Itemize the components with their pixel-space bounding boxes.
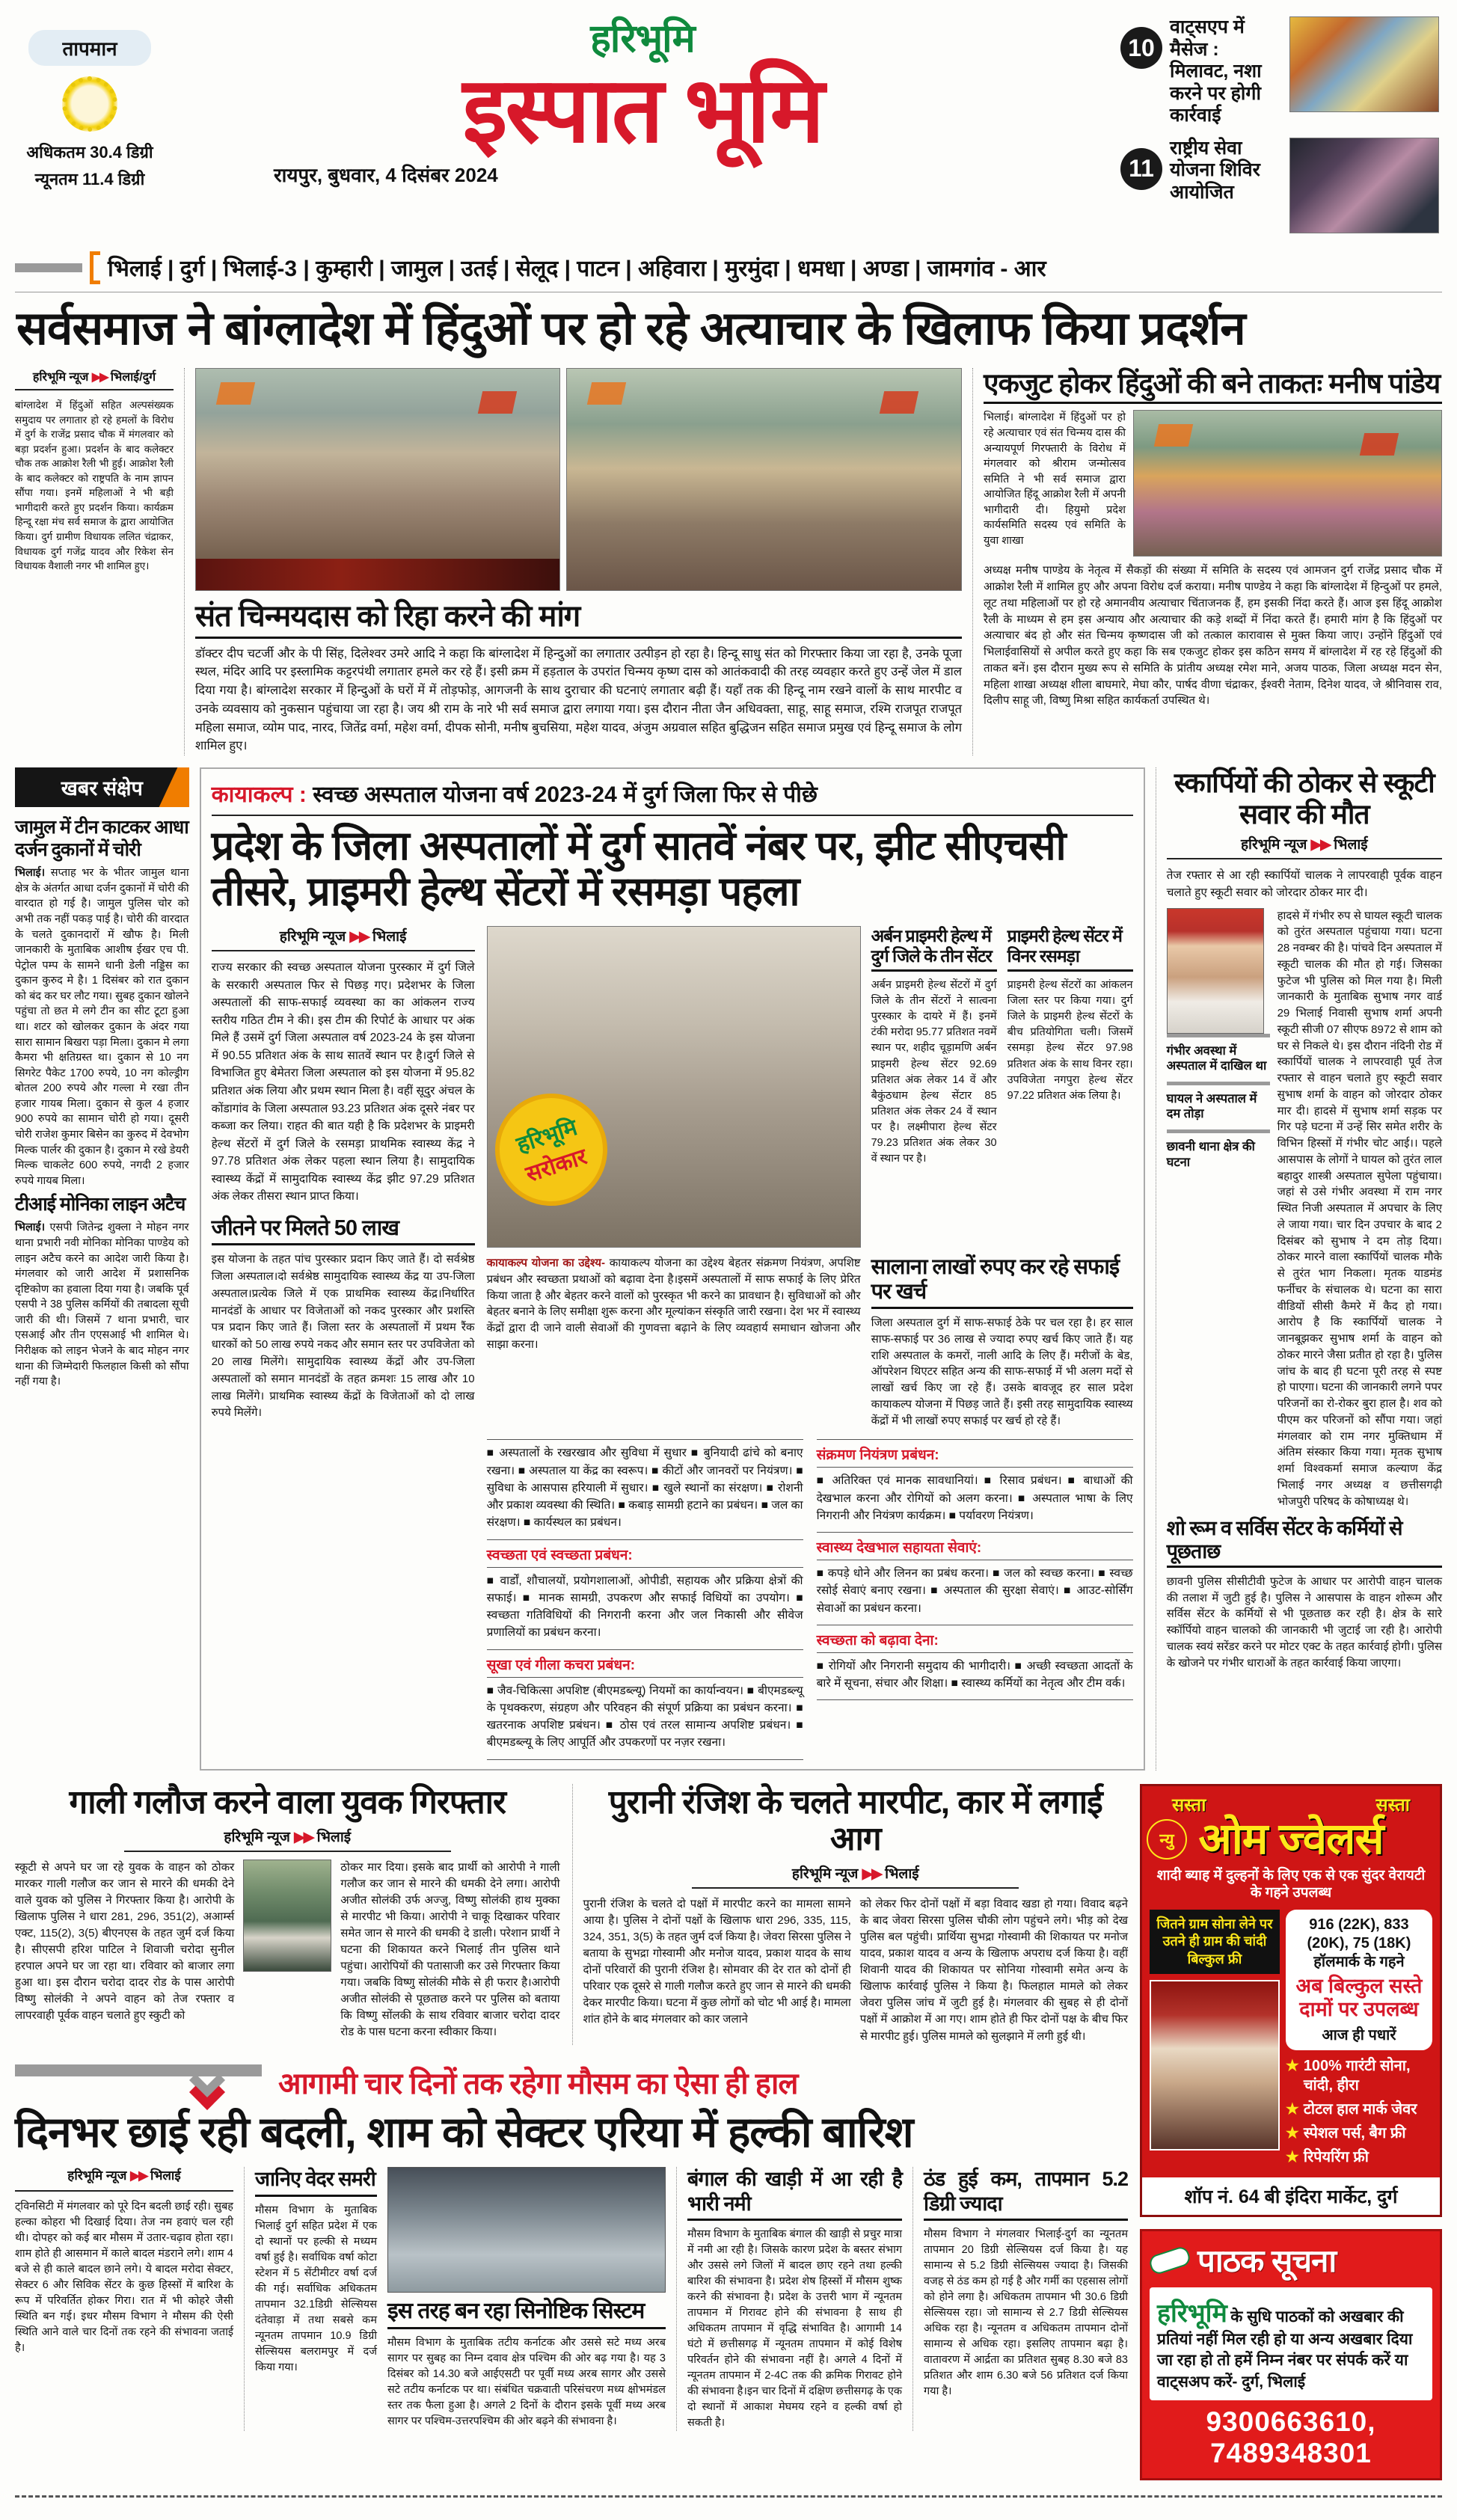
byline-agency: हरिभूमि न्यूज bbox=[279, 929, 346, 945]
ad-right-col bbox=[1286, 1910, 1432, 2171]
temperature-min: न्यूनतम 11.4 डिग्री bbox=[34, 170, 145, 188]
ad-point bbox=[1286, 2056, 1432, 2095]
byline-location: भिलाई bbox=[372, 929, 407, 945]
crime1-col2: ठोकर मार दिया। इसके बाद प्रार्थी को आरोपी ने गाली गलौज कर जान से मारने की धमकी देने लगा। आरोपी अजीत सोलंकी उर्फ अज्जु, विष्णु सोलंकी हाथ मुक्का से मारपीट भी किया। आरोपी ने चाकू दिखाकर परिवार समेत जान से मारने की धमकी दे डाली। परेशान प्रार्थी ने घटना की शिकायत करने भिलाई तीन पुलिस थाने पहुंचा। आरोपियों की पतासाजी कर उसे गिरफ्तार किया गया। जबकि विष्णु सोलंकी मौके से ही फरार है।आरोपी अजीत सोलंकी से पूछताछ करने पर पुलिस को बताया कि विष्णु सोंलकी के साथ रविवार बाजार चरोदा दादर रोड के पास घटना करना स्वीकार किया। bbox=[340, 1860, 560, 2039]
weather-summary-col bbox=[244, 2167, 377, 2431]
bullet-group bbox=[487, 1540, 803, 1650]
om-jewellers-ad bbox=[1140, 1784, 1442, 2217]
protest-photo-1 bbox=[195, 368, 560, 591]
abuse-arrest-story bbox=[15, 1784, 560, 2045]
bengal-head: बंगाल की खाड़ी में आ रही है भारी नमी bbox=[687, 2167, 902, 2221]
byline bbox=[124, 1827, 451, 1852]
weather-summary-head: जानिए वेदर समरी bbox=[255, 2167, 377, 2196]
teaser-photo bbox=[1289, 16, 1439, 112]
winner-subhead: प्राइमरी हेल्थ सेंटर में विनर रसमड़ा bbox=[1007, 926, 1133, 972]
locations-list: भिलाई | दुर्ग | भिलाई-3 | कुम्हारी | जामुल | उतई | सेलूद | पाटन | अहिवारा | मुरमुंदा | धमधा | अण्डा | जामगांव - आर bbox=[108, 257, 1046, 281]
star-icon: ★ bbox=[1285, 2101, 1299, 2118]
byline-arrows-icon: ▶▶ bbox=[862, 1866, 881, 1883]
cold-col bbox=[912, 2167, 1128, 2431]
sasta-label: सस्ता bbox=[1172, 1794, 1206, 1815]
scooter-body: हादसे में गंभीर रुप से घायल स्कूटी चालक को तुरंत अस्पताल पहुंचाया गया। घटना 28 नवम्बर की है। पांचवे दिन अस्पताल में स्कूटी चालक की मौत हो गई। जिसका फुटेज भी पुलिस को मिल गया है। मिली जानकारी के मुताबिक सुभाष नगर वार्ड 29 भिलाई निवासी सुभाष शर्मा अपनी स्कूटी सीजी 07 सीएफ 8972 से शाम को घर से निकले थे। इस दौरान नंदिनी रोड में स्कार्पियों चालक ने लापरवाही पूर्व तेज रफ्तार से वाहन चलाते हुए स्कूटी सवार सुभाष शर्मा के वाहन को जोरदार ठोकर मार दी। हादसे में सुभाष शर्मा सड़क पर गिर पड़े घटना में उन्हें सिर समेत शरीर के विभिन हिस्सों में गंभीर चोट आई।। पहले आसपास के लोगों ने घायल को तुरंत लाल बहादुर शास्त्री अस्पताल सुपेला पहुंचाया। जहां से उसे गंभीर अवस्था में राम नगर स्थित निजी अस्पताल में अपचार के लिए ले जाया गया। चार दिन उपचार के बाद 2 दिसंबर को सुभाष ने दम तोड़ दिया। ठोकर मारने वाला स्कार्पियों चालक मौके से तुरंत भाग निकला। मृतक याडमंड फर्नीचर के संचालक थे। घटना का सारा वीडियों सीसी कैमरे में कैद हो गया। आरोप है कि स्कार्पियों चालक ने जानबूझकर सुभाष शर्मा के वाहन को ठोकर मारने जैसा प्रतीत हो रहा है। पुलिस जांच के बाद ही घटना पूरी तरह से स्पष्ट हो पाएगा। घटना की जानकारी लगने पपर परिजनों का रो-रोकर बुरा हाल है। शव को पीएम कर परिजनों को सौंपा गया। जहां मंगलवार को राम नगर मुक्तिधाम में अंतिम संस्कार किया गया। मृतक सुभाष शर्मा विश्वकर्मा समाज कल्याण केंद्र भिलाई नगर अध्यक्ष व छत्तीसगढ़ी भोजपुरी परिषद के कोषाध्यक्ष थे। bbox=[1277, 909, 1442, 1508]
lead-body: बांग्लादेश में हिंदुओं सहित अल्पसंख्यक समुदाय पर लगातार हो रहे हमलों के विरोध में दुर्ग के राजेंद्र प्रसाद चौक में मंगलवार को बड़ा प्रदर्शन हुआ। प्रदर्शन के बाद कलेक्टर चौक तक आक्रोश रैली भी हुई। आक्रोश रैली के बाद कलेक्टर को राष्ट्रपति के नाम ज्ञापन सौंपा गया। इनमें महिलाओं ने भी बड़ी भागीदारी करते हुए प्रदर्शन किया। कार्यक्रम हिन्दू रक्षा मंच सर्व समाज के द्वारा आयोजित किया। दुर्ग ग्रामीण विधायक ललित चंद्राकर, विधायक दुर्ग गजेंद्र यादव और रिकेश सेन विधायक वैशाली नगर भी शामिल हुए। bbox=[15, 399, 174, 572]
byline bbox=[212, 926, 475, 951]
bullet-group bbox=[817, 1439, 1133, 1533]
stamp-line1: हरिभूमि bbox=[513, 1115, 580, 1158]
bullet-text: ■ रोगियों और निगरानी समुदाय की भागीदारी। ■ अच्छी स्वच्छता आदतों के बारे में सूचना, संचार और शिक्षा। ■ स्वास्थ्य कर्मियों का नेतृत्व और टीम वर्क। bbox=[816, 1659, 1133, 1690]
bullet-group-head: स्वच्छता एवं स्वच्छता प्रबंधन: bbox=[487, 1545, 803, 1568]
crime2-headline: पुरानी रंजिश के चलते मारपीट, कार में लगाई आग bbox=[608, 1783, 1102, 1857]
byline-location: भिलाई/दुर्ग bbox=[110, 370, 156, 384]
bottom-divider bbox=[15, 2495, 1442, 2498]
kayakalp-column-1 bbox=[212, 926, 475, 1759]
visit-line: आज ही पधारें bbox=[1322, 2027, 1396, 2044]
jewellery-shop-photo bbox=[1150, 1980, 1280, 2150]
lower-left-region bbox=[15, 1784, 1128, 2481]
objective-text: कायाकल्प योजना का उद्देश्य बेहतर संक्रमण नियंत्रण, अपशिष्ट प्रबंधन और स्वच्छता प्रथाओं को बढ़ावा देना है।इसमें अस्पतालों में साफ सफाई के लिए प्रेरित किया जाता है और बेहतर करने वालों को पुरस्कृत भी करने का प्रावधान है। सुविधाओं को और बेहतर बनाने के लिए समीक्षा शुरू करना और मूल्यांकन संस्कृति जारी रखना। देश भर में स्वास्थ्य केंद्रों द्वारा दी जाने वाली सेवाओं की गुणवत्ता बढ़ाने के लिए व्यवहार्य समाधान खोजना और साझा करना। bbox=[486, 1257, 861, 1351]
fact-item: घायल ने अस्पताल में दम तोड़ा bbox=[1167, 1082, 1270, 1129]
scooter-headline: स्कार्पियों की ठोकर से स्कूटी सवार की मौत bbox=[1174, 767, 1435, 830]
brief-text bbox=[15, 1220, 189, 1389]
ad-left-col bbox=[1150, 1910, 1280, 2171]
cheap-line: अब बिल्कुल सस्ते दामों पर उपलब्ध bbox=[1295, 1975, 1423, 2021]
bullet-group-head: संक्रमण नियंत्रण प्रबंधन: bbox=[817, 1444, 1133, 1468]
ad-offer: जितने ग्राम सोना लेने पर उतने ही ग्राम की चांदी बिल्कुल फ्री bbox=[1150, 1910, 1280, 1974]
teaser-photo bbox=[1289, 138, 1439, 233]
teaser-page-number: 10 bbox=[1120, 27, 1162, 69]
bengal-text: मौसम विभाग के मुताबिक बंगाल की खाड़ी से प्रचुर मात्रा में नमी आ रही है। जिसके कारण प्रदेश के बस्तर संभाग और उससे लगे जिलों में बादल छाए रहने तथा हल्की बारिश की संभावना है। प्रदेश शेष हिस्सों में मौसम शुष्क करने की संभावना है। प्रदेश के उत्तरी भाग में न्यूनतम तापमान में गिरावट होने की संभावना है साथ ही अधिकतम तापमान में वृद्धि संभावित है। आगामी 14 घंटो में छत्तीसगढ़ में न्यूनतम तापमान में कोई विशेष परिवर्तन होने की संभावना नहीं है। अगले 4 दिनों में न्यूनतम तापमान में 2-4C तक की क्रमिक गिरावट होने की संभावना है।इन चार दिनों में दक्षिण छत्तीसगढ़ के एक दो स्थानों में आकाश मेघमय रहने व हल्की वर्षा हो सकती है। bbox=[687, 2228, 902, 2429]
flag-decor bbox=[587, 382, 626, 405]
weather-col-1 bbox=[15, 2167, 233, 2431]
crime1-col1: स्कूटी से अपने घर जा रहे युवक के वाहन को ठोकर मारकर गाली गलौज कर जान से मारने की धमकी देने वाले युवक को पुलिस ने गिरफ्तार किया है। आरोपी के खिलाफ पुलिस ने धारा 281, 296, 351(2), अआर्म्स एक्ट, 115(2), 3(5) बीएनएस के तहत जुर्म दर्ज किया है। सीएसपी हरिश पाटिल ने शिवाजी चरोदा सुनील हरपाल अपने घर जा रहा था। रविवार को बाजार लगा हुआ था। इस दौरान चरोदा दादर रोड के पास आरोपी विष्णु सोलंकी ने अपने वाहन को तेज रफ्तार व लापरवाही पूर्वक वाहन चलाते हुए स्कुटी को bbox=[15, 1860, 235, 2023]
protest-photo-2 bbox=[566, 368, 962, 591]
cold-head: ठंड हुई कम, तापमान 5.2 डिग्री ज्यादा bbox=[924, 2167, 1128, 2221]
byline-arrows-icon: ▶▶ bbox=[130, 2168, 147, 2183]
bullet-text: ■ जैव-चिकित्सा अपशिष्ट (बीएमडब्ल्यू) नियमों का कार्यान्वयन। ■ बीएमडब्ल्यू के पृथक्करण, संग्रहण और परिवहन की संपूर्ण प्रक्रिया का प्रबंधन करना। ■ खतरनाक अपशिष्ट प्रबंधन। ■ ठोस एवं तरल सामान्य अपशिष्ट प्रबंधन। ■ बीएमडब्ल्यू के लिए आपूर्ति और उपकरणों पर नज़र रखना। bbox=[486, 1684, 803, 1750]
weather-strip-text: आगामी चार दिनों तक रहेगा मौसम का ऐसा ही हाल bbox=[278, 2067, 798, 2101]
strip-decor bbox=[15, 263, 82, 272]
byline-arrows-icon: ▶▶ bbox=[1310, 837, 1330, 853]
spend-text: जिला अस्पताल दुर्ग में साफ-सफाई ठेके पर चल रहा है। हर साल साफ-सफाई पर 36 लाख से ज्यादा रुपए खर्च किए जाते हैं। यह राशि अस्पताल के कमरों, नाली आदि के लिए हैं। मरीजों के बेड, ऑपरेशन थिएटर सहित अन्य की साफ-सफाई में भी अलग मदों से लाखों खर्च किए जा रहे हैं। उसके बावजूद हर साल प्रदेश कायाकल्प योजना में पिछड़ जाते हैं। इसी तरह सामुदायिक स्वास्थ्य केंद्रों में भी लाखों रुपए सफाई पर खर्च हो रहे हैं। bbox=[871, 1316, 1133, 1427]
crime1-headline: गाली गलौज करने वाला युवक गिरफ्तार bbox=[69, 1783, 506, 1821]
bullet-group-head: सूखा एवं गीला कचरा प्रबंधन: bbox=[487, 1655, 803, 1678]
star-icon: ★ bbox=[1285, 2058, 1299, 2075]
temperature-max: अधिकतम 30.4 डिग्री bbox=[26, 143, 153, 162]
ad-point-text: टोटल हाल मार्क जेवर bbox=[1303, 2101, 1417, 2118]
right-rail bbox=[1140, 1784, 1442, 2481]
lead-headline: सर्वसमाज ने बांग्लादेश में हिंदुओं पर हो रहे अत्याचार के खिलाफ किया प्रदर्शन bbox=[16, 302, 1245, 355]
urban-column bbox=[871, 926, 997, 1248]
bracket-icon bbox=[90, 251, 100, 284]
sub-story-text: डॉक्टर दीप चटर्जी और के पी सिंह, दिलेश्वर उमरे आदि ने कहा कि बांग्लादेश में हिन्दुओं का लगातार उत्पीड़न हो रहा है। हिन्दू साधु संत को गिरफ्तार किया जा रहा है, उनके पूजा स्थल, मंदिर आदि पर इस्लामिक कट्टरपंथी लगातार हमले कर रहे हैं। इसी क्रम में हड़ताल के उपरांत चिन्मय कृष्ण दास को आतंकवादी की तरह व्यवहार करते हुए उन्हें जेल में डाल दिया गया है। बांग्लादेश सरकार में हिन्दुओं के घरों में में तोड़फोड़, आगजनी के साथ दुराचार की घटनाएं लगातार बढ़ी हैं। यहाँ तक की हिन्दू नाम रखने वालों के साथ मारपीट व उनके व्यवसाय को नुकसान पहुंचाया जा रहा है। जय श्री राम के नारे भी सर्व समाज द्वारा लगाया गया। इस दौरान नीता जैन अधिवक्ता, साहू, साहू समाज, रश्मि राजपूत राजपूत महिला समाज, व्योम पाद, नारद, जितेंद्र वर्मा, महेश वर्मा, दीपक सोनी, मनीष बुचसिया, महेश यादव, अंजुम अग्रवाल सहित बुद्धिजन सहित समाज प्रमुख एवं हिन्दू समाज के लोग शामिल हुए। bbox=[195, 646, 962, 753]
ad-point bbox=[1286, 2147, 1432, 2167]
crime2-col1: पुरानी रंजिश के चलते दो पक्षों में मारपीट करने का मामला सामने आया है। पुलिस ने दोनों पक्षों के खिलाफ धारा 296, 335, 115, 324, 351, 3(5) के तहत जुर्म दर्ज किया है। जेवरा सिरसा पुलिस ने बताया के सुभद्रा गोस्वामी और मनोज यादव, प्रकाश यादव के साथ दोनों परिवारों की पुरानी रंजिश है। सोमवार की देर रात को दोनों ही परिवार एक दूसरे से गाली गलौज करते हुए जान से मारने की धमकी देकर मारपीट किया। घटना में कुछ लोगों को चोट भी आई है। मामला शांत होने के बाद मंगलवार को कार जलाने bbox=[583, 1898, 851, 2026]
byline-agency: हरिभूमि न्यूज bbox=[67, 2168, 127, 2183]
edition-title: इस्पात भूमि bbox=[462, 59, 823, 161]
sasta-label: सस्ता bbox=[1375, 1794, 1410, 1815]
brand-top-logo: हरिभूमि bbox=[590, 17, 695, 61]
byline-arrows-icon: ▶▶ bbox=[294, 1829, 313, 1845]
haribhoomi-sarokar-stamp bbox=[487, 1079, 622, 1220]
sub-headline-manish-pandey: एकजुट होकर हिंदुओं की बने ताकतः मनीष पांडेय bbox=[984, 368, 1442, 404]
brand-block bbox=[177, 10, 1108, 188]
synoptic-text: मौसम विभाग के मुताबिक तटीय कर्नाटक और उससे सटे मध्य अरब सागर पर सुबह का निम्न दवाव क्षेत्र पश्चिम की ओर बढ़ गया है। यह 3 दिसंबर को 14.30 बजे आईएसटी पर पूर्वी मध्य अरब सागर और उससे सटे तटीय कर्नाटक पर था। संबंधित चक्रवाती परिसंचरण मध्य क्षोभमंडल स्तर तक फैला हुआ है। अगले 2 दिनों के दौरान इसके पूर्वी मध्य अरब सागर पर पश्चिम-उत्तरपश्चिम की ओर बढ़ने की संभावना है। bbox=[387, 2336, 666, 2428]
reader-notice bbox=[1140, 2229, 1442, 2480]
dateline: रायपुर, बुधवार, 4 दिसंबर 2024 bbox=[274, 164, 498, 187]
objective-label: कायाकल्प योजना का उद्देश्य- bbox=[486, 1257, 605, 1270]
brief-body: एसपी जितेन्द्र शुक्ला ने मोहन नगर थाना प्रभारी नवी मोनिका मोनिका पाण्डेय को लाइन अटैच करने का आदेश जारी किया है। मंगलवार को जारी आदेश में प्रशासनिक दृष्टिकोण का हवाला दिया गया है। जबकि पूर्व एसपी ने 38 पुलिस कर्मियों की तबादला सूची जारी की थी। जिसमें 7 थाना प्रभारी, चार एसआई और तीन एएसआई भी शामिल थे। निरीक्षक को लाइन भेजने के बाद मोहन नगर थाना की जिम्मेदारी फिलहाल किसी को सौंपा नहीं गया है। bbox=[15, 1221, 189, 1388]
star-icon: ★ bbox=[1285, 2149, 1299, 2166]
byline bbox=[15, 368, 174, 390]
ad-tagline: शादी ब्याह में दुल्हनों के लिए एक से एक सुंदर वेरायटी के गहने उपलब्ध bbox=[1156, 1867, 1426, 1901]
byline-location: भिलाई bbox=[150, 2168, 181, 2183]
spend-section bbox=[871, 1255, 1133, 1429]
ad-point-text: स्पेशल पर्स, बैग फ्री bbox=[1303, 2125, 1406, 2142]
flag-decor bbox=[1360, 433, 1399, 456]
synoptic-head: इस तरह बन रहा सिनोष्टिक सिस्टम bbox=[387, 2299, 666, 2329]
bullet-group-head: स्वास्थ्य देखभाल सहायता सेवाएं: bbox=[817, 1537, 1133, 1560]
ad-point-text: 100% गारंटी सोना, चांदी, हीरा bbox=[1303, 2058, 1411, 2094]
flag-decor bbox=[216, 382, 255, 405]
byline-arrows-icon: ▶▶ bbox=[349, 929, 369, 945]
teaser-item bbox=[1120, 16, 1442, 127]
notice-text: के सुधि पाठकों को अखबार की प्रतियां नहीं मिल रही हो या अन्य अखबार दिया जा रहा हो तो हमें निम्न नंबर पर संपर्क करें या वाट्सअप करें- दुर्ग, भिलाई bbox=[1157, 2308, 1413, 2391]
byline-agency: हरिभूमि न्यूज bbox=[1240, 837, 1307, 853]
byline bbox=[692, 1863, 1019, 1889]
fact-item: गंभीर अवस्था में अस्पताल में दाखिल था bbox=[1167, 1034, 1270, 1082]
bullet-group-head: स्वच्छता को बढ़ावा देना: bbox=[817, 1630, 1133, 1653]
winner-column bbox=[1007, 926, 1133, 1248]
scooter-intro: तेज रफ्तार से आ रही स्कार्पियों चालक ने लापरवाही पूर्वक वाहन चलाते हुए स्कूटी सवार को जोरदार ठोकर मार दी। bbox=[1166, 869, 1442, 900]
byline-location: भिलाई bbox=[1334, 837, 1368, 853]
objective-caption bbox=[487, 1255, 861, 1429]
lead-column-right bbox=[972, 368, 1442, 755]
sun-icon bbox=[62, 76, 117, 132]
bullet-text: ■ वार्डों, शौचालयों, प्रयोगशालाओं, ओपीडी, सहायक और प्रक्रिया क्षेत्रों की सफाई। ■ मानक सामग्री, उपकरण और सफाई विधियों का उपयोग। ■ स्वच्छता गतिविधियों की निगरानी करना और जल निकासी और सीवेज प्रणालियों का प्रबंधन करना। bbox=[486, 1574, 803, 1640]
spend-subhead: सालाना लाखों रुपए कर रहे सफाई पर खर्च bbox=[871, 1255, 1133, 1309]
flag-decor bbox=[478, 391, 517, 414]
ad-point-text: रिपेयरिंग फ्री bbox=[1303, 2149, 1369, 2166]
temperature-box bbox=[15, 10, 165, 194]
byline-agency: हरिभूमि न्यूज bbox=[32, 370, 89, 384]
bullet-group bbox=[487, 1439, 803, 1539]
ad-title: ओम ज्वेलर्स bbox=[1198, 1814, 1384, 1863]
prize-subhead: जीतने पर मिलते 50 लाख bbox=[212, 1216, 475, 1245]
byline-location: भिलाई bbox=[885, 1866, 919, 1883]
weather-body: ट्विनसिटी में मंगलवार को पूरे दिन बदली छाई रही। सुबह हल्का कोहरा भी दिखाई दिया। तेज नम हवाएं चल रही थी। दोपहर को कई बार मौसम में उतार-चढ़ाव होता रहा। शाम होते ही आसमान में काले बादल मंडराने लगे। शाम 4 बजे से ही काले बादल छाने लगे। ये बादल मरोदा सेक्टर, सेक्टर 6 और सिविक सेंटर के कुछ हिस्सों में बारिश के रूप में परिवर्तित होकर गिरा। रात में भी कोहरे जैसी स्थिति बन गई। इधर मौसम विभाग ने मौसम की ऐसी स्थिति आने वाले चार दिनों तक रहने की संभावना जताई है। bbox=[15, 2201, 233, 2355]
kayakalp-story bbox=[200, 767, 1145, 1770]
hospital-photo bbox=[487, 926, 861, 1248]
kayakalp-headline: प्रदेश के जिला अस्पतालों में दुर्ग सातवें नंबर पर, झीट सीएचसी तीसरे, प्राइमरी हेल्थ सेंटरों में रसमड़ा पहला bbox=[211, 824, 1066, 914]
middle-band bbox=[15, 767, 1442, 1770]
teaser-item bbox=[1120, 138, 1442, 233]
brief-body: सप्ताह भर के भीतर जामुल थाना क्षेत्र के अंतर्गत आधा दर्जन दुकानों में चोरी की वारदात हो गई है। जामुल पुलिस चोर को अभी तक नहीं पकड़ पाई है। चोरी की वारदात के चलते दुकानदारों में खौफ है। मिली जानकारी के मुताबिक आशीष ईखर एच पी. पेट्रोल पम्प के सामने धानी डेली नड्डिस का दुकान कुरुद मे है। 1 दिसंबर को रात दुकान को बंद कर घर लौट गया। सुबह दुकान खोलने पहुंचा तो छत मे लगे टीन का सीट टूटा हुआ था। शटर को खोलकर दुकान के अंदर गया सारा सामान बिखरा पड़ा मिला। दुकान मे लगा कैमरा भी क्षतिग्रस्त था। दुकान से 10 नग सिगरेट पैकेट 1700 रुपये, 10 नग कोल्ड्रीग बोतल 200 रुपये और गल्ला मे रखा तीन हजार गायब मिला। दुकान से कुल 4 हजार 900 रुपये का सामान चोरी हो गया। दूसरी चोरी राजेश कुमार बिसेन का कुरुद में देवभोग मिल्क पार्लर की दुकान है। दुकान मे रखे डेयरी मिल्क चाकलेट 600 रुपये, नगदी 2 हजार रुपये गायब मिला। bbox=[15, 867, 189, 1187]
teaser-text: वाट्सएप में मैसेज : मिलावट, नशा करने पर होगी कार्रवाई bbox=[1170, 16, 1262, 126]
bullet-text: ■ अतिरिक्त एवं मानक सावधानियां। ■ रिसाव प्रबंधन। ■ बाधाओं की देखभाल करना और रोगियों को अलग करना। ■ अस्पताल भाषा के लिए निगरानी और नियंत्रण कार्यक्रम। ■ पर्यावरण नियंत्रण। bbox=[816, 1474, 1133, 1522]
news-briefs bbox=[15, 767, 189, 1770]
sub-story-left-text: भिलाई। बांग्लादेश में हिंदुओं पर हो रहे अत्याचार एवं संत चिन्मय दास की अन्यायपूर्ण गिरफ्तारी के विरोध में मंगलवार को श्रीराम जन्मोत्सव समिति ने भी सर्व समाज द्वारा आयोजित हिंदू आक्रोश रैली में अपनी भागीदारी दी। हियुमो प्रदेश कार्यसमिति सदस्य एवं समिति के युवा शाखा bbox=[984, 411, 1126, 547]
kayakalp-column-rest bbox=[487, 926, 1133, 1759]
ad-point bbox=[1286, 2124, 1432, 2143]
bullet-text: ■ अस्पतालों के रखरखाव और सुविधा में सुधार ■ बुनियादी ढांचे को बनाए रखना। ■ अस्पताल या केंद्र का स्वरूप। ■ कीटों और जानवरों पर नियंत्रण। ■ सुविधा के आसपास हरियाली में सुधार। ■ खुले स्थानों का संरक्षण। ■ रोशनी और प्रकाश व्यवस्था की स्थिति। ■ कबाड़ सामग्री हटाने का प्रबंधन। ■ जल का संरक्षण। ■ कार्यस्थल का प्रबंधन। bbox=[486, 1447, 803, 1530]
brief-text bbox=[15, 865, 189, 1189]
bullet-text: ■ कपड़े धोने और लिनन का प्रबंध करना। ■ जल को स्वच्छ करना। ■ स्वच्छ रसोई सेवाएं बनाए रखना। ■ अस्पताल की सुरक्षा सेवाएं। ■ आउट-सोर्सिंग सेवाओं का प्रबंधन करना। bbox=[816, 1567, 1133, 1615]
weather-section bbox=[15, 2060, 1128, 2432]
masthead bbox=[15, 10, 1442, 244]
bullets-column-2 bbox=[817, 1439, 1133, 1759]
byline-agency: हरिभूमि न्यूज bbox=[791, 1866, 859, 1883]
hallmark-line: 916 (22K), 833 (20K), 75 (18K) हॉलमार्क के गहने bbox=[1307, 1916, 1411, 1970]
clouds-photo bbox=[387, 2167, 666, 2293]
ad-point bbox=[1286, 2100, 1432, 2119]
byline bbox=[1167, 834, 1442, 859]
brief-city: भिलाई। bbox=[15, 1221, 46, 1234]
rally-photo bbox=[1133, 410, 1442, 557]
winner-text: प्राइमरी हेल्थ सेंटरों का आंकलन जिला स्तर पर किया गया। दुर्ग जिले के प्राइमरी हेल्थ सेंटरों के बीच प्रतियोगिता चली। जिसमें रसमड़ा हेल्थ सेंटर 97.98 प्रतिशत अंक के साथ विनर रहा। उपविजेता नगपुरा हेल्थ सेंटर 97.22 प्रतिशत अंक लिया है। bbox=[1007, 979, 1133, 1102]
flag-decor bbox=[1154, 424, 1193, 447]
lead-story bbox=[15, 303, 1442, 756]
accused-photo bbox=[243, 1860, 331, 1972]
fact-item: छावनी थाना क्षेत्र की घटना bbox=[1167, 1129, 1270, 1177]
teaser-text: राष्ट्रीय सेवा योजना शिविर आयोजित bbox=[1170, 137, 1260, 203]
victim-portrait-photo bbox=[1167, 908, 1264, 1034]
notice-phone-numbers: 9300663610, 7489348301 bbox=[1206, 2406, 1376, 2469]
synoptic-col bbox=[387, 2167, 666, 2431]
locations-strip bbox=[15, 251, 1442, 292]
urban-text: अर्बन प्राइमरी हेल्थ सेंटरों में दुर्ग जिले के तीन सेंटरों ने सात्वना पुरस्कार के दायरे में हैं। इनमें टंकी मरोदा 95.77 प्रतिशत नवमें स्थान पर, शहीद चूड़ामणि अर्बन प्राइमरी हेल्थ सेंटर 92.69 प्रतिशत अंक लेकर 14 वें और बैकुंठधाम हेल्थ सेंटार 85 प्रतिशत अंक लेकर 24 वें स्थान पर है। लक्ष्मीपारा हेल्थ सेंटर 79.23 प्रतिशत अंक लेकर 30 वें स्थान पर है। bbox=[871, 979, 997, 1165]
scooter-death-story bbox=[1156, 767, 1442, 1770]
flag-decor bbox=[880, 391, 918, 414]
cold-text: मौसम विभाग ने मंगलवार भिलाई-दुर्ग का न्यूनतम तापमान 20 डिग्री सेल्सियस दर्ज किया है। यह सामान्य से 5.2 डिग्री सेल्सियस ज्यादा है। जिसकी वजह से ठंड कम हो गई है और गर्मी का एहसास लोगों को होने लगा है। अधिकतम तापमान भी 30.6 डिग्री सेल्सियस रहा। जो सामान्य से 2.7 डिग्री सेल्सियस अधिक रहा है। न्यूनतम व अधिकतम तापमान दोनों सामान्य से अधिक रहा। इसलिए तापमान बढ़ा है। वातावरण में आर्द्रता का प्रतिशत सुबह 8.30 बजे 83 प्रतिशत और शाम 6.30 बजे 56 प्रतिशत दर्ज किया गया है। bbox=[924, 2228, 1128, 2398]
weather-summary-text: मौसम विभाग के मुताबिक भिलाई दुर्ग सहित प्रदेश में एक दो स्थानों पर हल्की से मध्यम वर्षा हुई है। सर्वाधिक वर्षा कोटा स्टेशन में 5 सेंटीमीटर वर्षा दर्ज की गई। सर्वाधिक अधिकतम तापमान 32.1डिग्री सेल्सियस दंतेवाड़ा में तथा सबसे कम न्यूनतम तापमान 10.9 डिग्री सेल्सियस बलरामपुर में दर्ज किया गया। bbox=[255, 2204, 377, 2373]
prize-text: इस योजना के तहत पांच पुरस्कार प्रदान किए जाते हैं। दो सर्वश्रेष्ठ जिला अस्पताल।दो सर्वश्रेष्ठ सामुदायिक स्वास्थ्य केंद्र या उप-जिला अस्पताल।प्रत्येक जिले में एक प्राथमिक स्वास्थ्य केंद्र।निर्धारित मानदंडों के आधार पर विजेताओं को नकद पुरस्कार और प्रशस्ति पत्र प्रदान किए जाते हैं। जिला स्तर के अस्पतालों में प्रथम रैंक धारकों को 50 लाख रुपये नकद और समान स्तर पर उपविजेता को 20 लाख मिलेंगे। सामुदायिक स्वास्थ्य केंद्रों और उप-जिला अस्पतालों को समान मानदंडों के तहत क्रमशः 15 लाख और 10 लाख मिलेंगे। प्राथमिक स्वास्थ्य केंद्रों के विजेताओं को दो लाख रुपये मिलेंगे। bbox=[211, 1253, 475, 1420]
byline-agency: हरिभूमि न्यूज bbox=[224, 1829, 290, 1845]
scooter-subtext: छावनी पुलिस सीसीटीवी फुटेज के आधार पर आरोपी वाहन चालक की तलाश में जुटी हुई है। पुलिस ने आसपास के वाहन शोरूम और सर्विस सेंटर के कर्मियों से भी पूछताछ कर रही है। क्षेत्र के सारे स्कॉर्पियो वाहन चालको की जानकारी भी जुटाई जा रही है। आरोपी चालक स्वयं सरेंडर करने पर मोटर एक्ट के तहत कार्रवाई होगी। पुलिस के खोजने पर गंभीर धाराओं के तहत कार्रवाई किया जाएगा। bbox=[1166, 1575, 1442, 1670]
notice-brand: हरिभूमि bbox=[1157, 2299, 1227, 2329]
new-badge: न्यु bbox=[1147, 1819, 1187, 1860]
old-rivalry-story bbox=[572, 1784, 1129, 2045]
teaser-page-number: 11 bbox=[1120, 148, 1162, 190]
bengal-col bbox=[676, 2167, 902, 2431]
byline-location: भिलाई bbox=[316, 1829, 352, 1845]
star-icon: ★ bbox=[1285, 2125, 1299, 2142]
kayakalp-body: राज्य सरकार की स्वच्छ अस्पताल योजना पुरस्कार में दुर्ग जिले के सरकारी अस्पताल फिर से पिछड़ गए। प्रदेशभर के जिला अस्पतालों की साफ-सफाई व्यवस्था का का आंकलन राज्य स्तरीय गठित टीम ने की। इस टीम की रिपोर्ट के आधार पर अंक मिले हैं उसमें दुर्ग जिला अस्पताल वर्ष 2023-24 के इस योजना में 90.55 प्रतिशत अंक के साथ सातवें स्थान पर है।दुर्ग जिले से विभाजित हुए बेमेतरा जिला अस्पताल को इस योजना में 95.82 प्रतिशत अंक लिया और प्रथम स्थान मिला है। वहीं सूदुर अंचल के कोंडागांव के जिला अस्पताल 93.23 प्रतिशत अंक दूसरे नंबर पर कब्जा कर लिया। राहत की बात यही है कि प्रदेशभर के प्राइमरी हेल्थ सेंटरों में दुर्ग जिले के रसमड़ा प्राथमिक स्वास्थ्य केंद्र ने 97.78 प्रतिशत अंक लेकर पहला स्थान लिया है। सामुदायिक स्वास्थ्य केंद्रों में सामुदायिक स्वास्थ्य केंद्र झीट 97.29 प्रतिशत अंक लेकर तीसरा स्थान प्राप्त किया। bbox=[211, 961, 475, 1204]
bullets-column-1 bbox=[487, 1439, 803, 1759]
kicker-text: स्वच्छ अस्पताल योजना वर्ष 2023-24 में दुर्ग जिला फिर से पीछे bbox=[313, 782, 818, 808]
scooter-subhead: शो रूम व सर्विस सेंटर के कर्मियों से पूछताछ bbox=[1167, 1517, 1442, 1567]
kicker-label: कायाकल्प : bbox=[211, 782, 307, 808]
temperature-label: तापमान bbox=[28, 30, 151, 66]
lead-column-mid bbox=[184, 368, 962, 755]
bullet-group bbox=[817, 1625, 1133, 1701]
briefs-header: खबर संक्षेप bbox=[15, 767, 189, 807]
brief-item bbox=[15, 1193, 189, 1389]
bullet-group bbox=[487, 1650, 803, 1760]
brief-title: टीआई मोनिका लाइन अटैच bbox=[15, 1194, 185, 1215]
stamp-line2: सरोकार bbox=[522, 1144, 590, 1187]
newspaper-roll-icon bbox=[1147, 2245, 1191, 2275]
brief-title: जामुल में टीन काटकर आधा दर्जन दुकानों में चोरी bbox=[15, 817, 188, 861]
sub-headline-release-demand: संत चिन्मयदास को रिहा करने की मांग bbox=[195, 600, 962, 639]
page-teasers bbox=[1120, 10, 1442, 244]
bullet-group bbox=[817, 1533, 1133, 1625]
haribhoomi-chevron-icon bbox=[15, 2060, 262, 2105]
urban-subhead: अर्बन प्राइमरी हेल्थ में दुर्ग जिले के तीन सेंटर bbox=[871, 926, 997, 972]
ad-address: शॉप नं. 64 बी इंदिरा मार्केट, दुर्ग bbox=[1142, 2177, 1440, 2215]
scooter-left-col bbox=[1167, 908, 1270, 1510]
notice-body bbox=[1150, 2287, 1432, 2400]
byline bbox=[15, 2167, 233, 2192]
weather-headline: दिनभर छाई रही बदली, शाम को सेक्टर एरिया में हल्की बारिश bbox=[15, 2108, 913, 2156]
ad-price-box bbox=[1286, 1910, 1432, 2050]
brief-city: भिलाई। bbox=[15, 867, 46, 880]
sub-story-main-text: अध्यक्ष मनीष पाण्डेय के नेतृत्व में सैकड़ों की संख्या में समिति के सदस्य एवं आमजन दुर्ग राजेंद्र प्रसाद चौक में आक्रोश रैली में शामिल हुए और अपना विरोध दर्ज कराया। मनीष पाण्डेय ने कहा कि बांग्लादेश में हिन्दुओं पर हमले, लूट तथा महिलाओं पर हो रहे अमानवीय अत्याचार चिंताजनक हैं, हम इसकी निंदा करते हैं। आज इस हिंदू आक्रोश रैली के माध्यम से हम इस अन्याय और अत्याचार की कड़े शब्दों में निंदा करते हैं। हमारी मांग है कि हिंदुओं पर अत्याचार बंद हो और संत चिन्मय कृष्णदास जी को तत्काल कारावास से मुक्त किया जाए। उन्होंने हिंदुओं एवं भिलाईवासियों से अपील करते हुए कहा कि सब एकजुट होकर इस कठिन समय में बांग्लादेश में रह रहे हिंदुओं की ताकत बनें। इस दौरान मुख्य रूप से समिति के प्रांतीय अध्यक्ष रमेश माने, अजय पाठक, जिला अध्यक्ष मदन सेन, महिला शाखा अध्यक्ष शीला बाघमारे, मेघा कौर, पार्षद वीणा चंद्राकर, ईश्वरी नेताम, दिनेश यादव, जे श्रीनिवास राव, दिलीप साहू जी, विष्णु मिश्रा सहित कार्यकर्ता उपस्थित थे। bbox=[984, 564, 1442, 708]
lead-column-1 bbox=[15, 368, 174, 755]
byline-arrows-icon: ▶▶ bbox=[91, 370, 108, 384]
crime2-col2: को लेकर फिर दोनों पक्षों में बड़ा विवाद खडा हो गया। विवाद बढ़ने के बाद जेवरा सिरसा पुलिस चौकी लोग पहुंचने लगे। भीड़ को देख पुलिस बल पहुंची। प्रार्थिया सुभद्रा गोस्वामी की शिकायत पर मनोज यादव, प्रकाश यादव व अन्य के खिलाफ अपराध दर्ज किया है। वहीं शिवानी यादव की शिकायत पर सोनिया गोस्वामी समेत अन्य के खिलाफ कार्रवाई पुलिस ने किया है। फिलहाल मामले को लेकर जेवरा पुलिस जांच में जुटी हुई है। मंगलवार की सुबह से ही दोनों पक्षों में आक्रोश में आ गए। शाम होते ही फिर दोनों पक्ष के बीच फिर से मारपीट हुई। पुलिस मामले को सुलझाने में लगी हुई थी। bbox=[859, 1898, 1128, 2043]
kicker bbox=[212, 778, 1133, 816]
banner-decor bbox=[196, 559, 559, 590]
notice-header: पाठक सूचना bbox=[1197, 2243, 1337, 2279]
brief-item bbox=[15, 816, 189, 1189]
